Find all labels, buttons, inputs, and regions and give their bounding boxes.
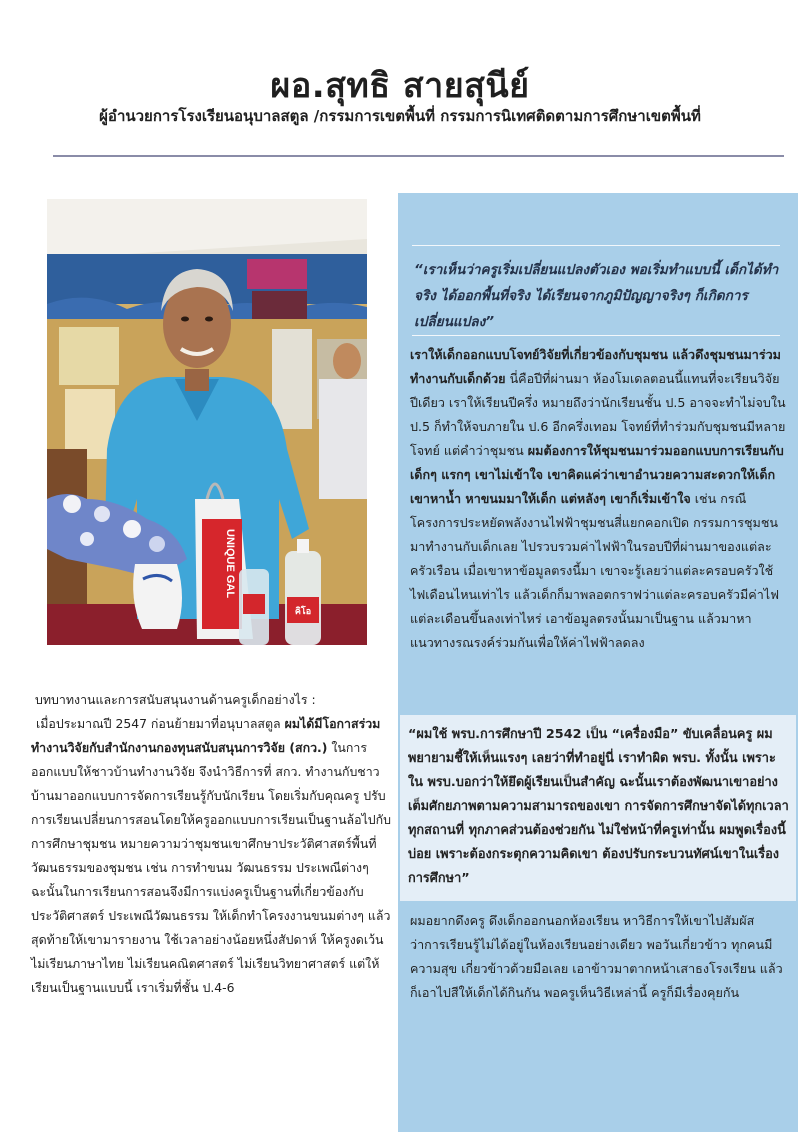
panel-divider-mid (412, 335, 780, 336)
portrait-photo (47, 199, 367, 645)
panel-p1-text-2: เช่น กรณีโครงการประหยัดพลังงานไฟฟ้าชุมชนสี่แยกคอกเปิด กรรมการชุมชนมาทำงานกับเด็กเลย ไปรวบรวมค่าไฟฟ้าในรอบปีที่ผ่านมาของแต่ละครัวเรือน เมื่อเขาหาข้อมูลตรงนี้มา เขาจะรู้เลยว่าแต่ละครอบครัวใช้ไฟเดือนไหนเท่าไร แล้วเด็กก็มาพลอตกราฟว่าแต่ละครอบครัวมีค่าไฟแต่ละเดือนขึ้นลงเท่าไหร่ เอาข้อมูลตรงนั้นมาเป็นฐาน แล้วมาหาแนวทางรณรงค์ร่วมกันเพื่อให้ค่าไฟฟ้าลดลง (410, 491, 780, 650)
left-body-text-2: ในการออกแบบให้ชาวบ้านทำงานวิจัย จึงนำวิธีการที่ สกว. ทำงานกับชาวบ้านมาออกแบบการจัดการเรียนรู้กับนักเรียน โดยเริ่มกับคุณครู ปรับการเรียนเปลี่ยนการสอนโดยให้ครูออกแบบการเรียนเป็นฐานล้อไปกับการศึกษาชุมชน หมายความว่าชุมชนเขาศึกษาประวัติศาสตร์พื้นที่ วัฒนธรรมของชุมชน เช่น การทำขนม วัฒนธรรม ประเพณีต่างๆ ฉะนั้นในการเรียนการสอนจึงมีการแบ่งครูเป็นฐานที่เกี่ยวข้องกับประวัติศาสตร์ ประเพณีวัฒนธรรม ให้เด็กทำโครงงานขนมต่างๆ แล้วสุดท้ายให้เขามารายงาน ใช้เวลาอย่างน้อยหนึ่งสัปดาห์ ให้ครูงดเว้นไม่เรียนภาษาไทย ไม่เรียนคณิตศาสตร์ ไม่เรียนวิทยาศาสตร์ แต่ให้เรียนเป็นฐานแบบนี้ เราเริ่มที่ชั้น ป.4-6 (31, 740, 392, 995)
panel-divider-top (412, 245, 780, 246)
page-subtitle: ผู้อำนวยการโรงเรียนอนุบาลสตูล /กรรมการเขตพื้นที่ กรรมการนิเทศติดตามการศึกษาเขตพื้นที่ (99, 107, 701, 125)
bottle-label: คิโอ (294, 607, 312, 617)
header-divider (53, 155, 784, 157)
panel-p1-emphasis-2: ผมต้องการให้ชุมชนมาร่วมออกแบบการเรียนกับเด็กๆ แรกๆ เขาไม่เข้าใจ เขาคิดแค่ว่าเขาอำนวยความสะดวกให้เด็ก เขาหาน้ำ หาขนมมาให้เด็ก แต่หลังๆ เขาก็เริ่มเข้าใจ (410, 443, 784, 506)
left-article-column (31, 688, 393, 1000)
section-heading: บทบาทงานและการสนับสนุนงานด้านครูเด็กอย่างไร : (35, 692, 316, 707)
panel-p1-emphasis-1: เราให้เด็กออกแบบโจทย์วิจัยที่เกี่ยวข้องกับชุมชน แล้วดึงชุมชนมาร่วมทำงานกับเด็กด้วย (410, 347, 781, 386)
pull-quote-1: “เราเห็นว่าครูเริ่มเปลี่ยนแปลงตัวเอง พอเริ่มทำแบบนี้ เด็กได้ทำจริง ได้ออกพื้นที่จริง ได้เรียนจากภูมิปัญญาจริงๆ ก็เกิดการเปลี่ยนแปลง” (414, 262, 779, 330)
quote-sidebar-panel (398, 193, 798, 1132)
panel-paragraph-2 (410, 909, 786, 1005)
page-title: ผอ.สุทธิ สายสุนีย์ (270, 66, 530, 106)
left-body-text-1: เมื่อประมาณปี 2547 ก่อนย้ายมาที่อนุบาลสตูล (36, 716, 285, 731)
pull-quote-2: “ผมใช้ พรบ.การศึกษาปี 2542 เป็น “เครื่องมือ” ขับเคลื่อนครู ผมพยายามชี้ให้เห็นแรงๆ เลยว่าที่ทำอยู่นี่ เราทำผิด พรบ. ทั้งนั้น เพราะใน พรบ.บอกว่าให้ยึดผู้เรียนเป็นสำคัญ ฉะนั้นเราต้องพัฒนาเขาอย่างเต็มศักยภาพตามความสามารถของเขา การจัดการศึกษาจัดได้ทุกเวลา ทุกสถานที่ ทุกภาคส่วนต้องช่วยกัน ไม่ใช่หน้าที่ครูเท่านั้น ผมพูดเรื่องนี้บ่อย เพราะต้องกระตุกความคิดเขา ต้องปรับกระบวนทัศน์เขาในเรื่องการศึกษา” (408, 727, 789, 886)
left-body-emphasis: ผมได้มีโอกาสร่วมทำงานวิจัยกับสำนักงานกองทุนสนับสนุนการวิจัย (สกว.) (31, 716, 381, 755)
panel-p1-text-1: นี่คือปีที่ผ่านมา ห้องโมเดลตอนนี้แทนที่จะเรียนวิจัยปีเดียว เราให้เรียนปีครึ่ง หมายถึงว่านักเรียนชั้น ป.5 อาจจะทำไม่จบใน ป.5 ก็ทำให้จบภายใน ป.6 อีกครึ่งเทอม โจทย์ที่ทำร่วมกับชุมชนมีหลายโจทย์ แต่คำว่าชุมชน (410, 371, 786, 458)
bag-print: UNIQUE GAL (224, 529, 236, 599)
panel-paragraph-1 (410, 343, 786, 655)
left-body-paragraph (31, 712, 393, 1000)
panel-p2-text: ผมอยากดึงครู ดึงเด็กออกนอกห้องเรียน หาวิธีการให้เขาไปสัมผัสว่าการเรียนรู้ไม่ได้อยู่ในห้องเรียนอย่างเดียว พอวันเกี่ยวข้าว ทุกคนมีความสุข เกี่ยวข้าวด้วยมือเลย เอาข้าวมาตากหน้าเสาธงโรงเรียน แล้วก็เอาไปสีให้เด็กได้กินกัน พอครูเห็นวิธีเหล่านี้ ครูก็มีเรื่องคุยกัน (410, 913, 783, 1000)
highlight-quote-box (400, 715, 796, 901)
